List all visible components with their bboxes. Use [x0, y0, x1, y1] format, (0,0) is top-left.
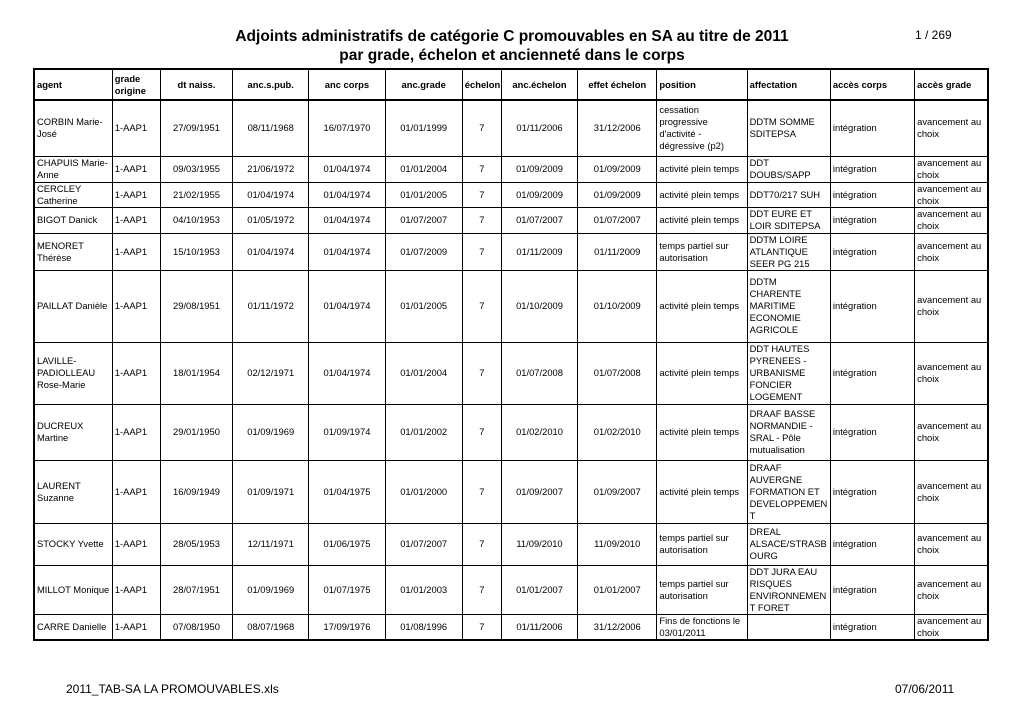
cell-dt-naiss: 04/10/1953 [160, 207, 232, 233]
cell-acces-grade: avancement au choix [915, 565, 988, 614]
cell-echelon: 7 [462, 460, 501, 523]
cell-anc-grade: 01/01/2003 [385, 565, 462, 614]
cell-anc-s-pub: 01/04/1974 [233, 233, 309, 270]
cell-anc-grade: 01/01/2004 [385, 342, 462, 404]
table-row [34, 614, 988, 640]
cell-anc-s-pub: 08/07/1968 [233, 614, 309, 640]
cell-acces-grade: avancement au choix [915, 342, 988, 404]
cell-anc-s-pub: 21/06/1972 [233, 156, 309, 182]
page-number: 1 / 269 [915, 28, 952, 42]
cell-affectation: DRAAF AUVERGNE FORMATION ET DEVELOPPEMEN T [747, 460, 830, 523]
cell-anc-s-pub: 01/09/1969 [233, 404, 309, 460]
cell-effet-echelon: 01/09/2007 [578, 460, 657, 523]
cell-acces-corps: intégration [830, 233, 914, 270]
cell-agent: LAURENT Suzanne [34, 460, 112, 523]
footer-date: 07/06/2011 [895, 682, 955, 696]
cell-grade-origine: 1-AAP1 [112, 460, 160, 523]
cell-position: activité plein temps [657, 342, 747, 404]
cell-echelon: 7 [462, 207, 501, 233]
cell-position: activité plein temps [657, 207, 747, 233]
table-row [34, 523, 988, 565]
cell-acces-grade: avancement au choix [915, 270, 988, 342]
header-anc-s-pub: anc.s.pub. [233, 69, 309, 100]
header-dt-naiss: dt naiss. [160, 69, 232, 100]
cell-dt-naiss: 18/01/1954 [160, 342, 232, 404]
cell-echelon: 7 [462, 182, 501, 207]
cell-dt-naiss: 28/05/1953 [160, 523, 232, 565]
header-agent: agent [34, 69, 112, 100]
header-anc-grade: anc.grade [385, 69, 462, 100]
cell-effet-echelon: 01/10/2009 [578, 270, 657, 342]
cell-affectation: DRAAF BASSE NORMANDIE - SRAL - Pôle mutualisation [747, 404, 830, 460]
cell-anc-grade: 01/01/2004 [385, 156, 462, 182]
cell-grade-origine: 1-AAP1 [112, 342, 160, 404]
cell-acces-corps: intégration [830, 182, 914, 207]
table-header-row [34, 69, 988, 100]
header-anc-corps: anc corps [309, 69, 385, 100]
cell-anc-corps: 01/04/1974 [309, 182, 385, 207]
cell-anc-echelon: 01/10/2009 [501, 270, 577, 342]
cell-agent: CHAPUIS Marie-Anne [34, 156, 112, 182]
header-acces-corps: accès corps [830, 69, 914, 100]
cell-dt-naiss: 21/02/1955 [160, 182, 232, 207]
cell-acces-corps: intégration [830, 100, 914, 156]
cell-agent: CORBIN Marie-José [34, 100, 112, 156]
cell-affectation: DDT DOUBS/SAPP [747, 156, 830, 182]
document-title-line2: par grade, échelon et ancienneté dans le corps [339, 47, 685, 64]
cell-anc-echelon: 01/11/2006 [501, 614, 577, 640]
cell-anc-s-pub: 02/12/1971 [233, 342, 309, 404]
cell-acces-grade: avancement au choix [915, 233, 988, 270]
cell-position: temps partiel sur autorisation [657, 565, 747, 614]
cell-effet-echelon: 01/07/2008 [578, 342, 657, 404]
header-acces-grade: accès grade [915, 69, 988, 100]
cell-acces-corps: intégration [830, 156, 914, 182]
cell-anc-echelon: 01/09/2009 [501, 182, 577, 207]
table-row [34, 404, 988, 460]
cell-affectation: DDT EURE ET LOIR SDITEPSA [747, 207, 830, 233]
cell-acces-corps: intégration [830, 614, 914, 640]
cell-dt-naiss: 28/07/1951 [160, 565, 232, 614]
cell-anc-echelon: 01/01/2007 [501, 565, 577, 614]
cell-anc-grade: 01/08/1996 [385, 614, 462, 640]
header-anc-echelon: anc.échelon [501, 69, 577, 100]
cell-anc-grade: 01/01/2000 [385, 460, 462, 523]
cell-anc-echelon: 01/02/2010 [501, 404, 577, 460]
cell-grade-origine: 1-AAP1 [112, 523, 160, 565]
cell-anc-corps: 17/09/1976 [309, 614, 385, 640]
cell-affectation [747, 614, 830, 640]
cell-anc-grade: 01/07/2009 [385, 233, 462, 270]
cell-anc-echelon: 01/07/2008 [501, 342, 577, 404]
cell-acces-corps: intégration [830, 565, 914, 614]
cell-position: activité plein temps [657, 182, 747, 207]
cell-anc-grade: 01/01/2002 [385, 404, 462, 460]
table-row [34, 460, 988, 523]
cell-echelon: 7 [462, 156, 501, 182]
cell-grade-origine: 1-AAP1 [112, 100, 160, 156]
header-affectation: affectation [747, 69, 830, 100]
cell-agent: STOCKY Yvette [34, 523, 112, 565]
cell-anc-grade: 01/01/1999 [385, 100, 462, 156]
cell-anc-corps: 01/04/1975 [309, 460, 385, 523]
cell-anc-s-pub: 01/11/1972 [233, 270, 309, 342]
cell-anc-s-pub: 01/04/1974 [233, 182, 309, 207]
cell-anc-s-pub: 08/11/1968 [233, 100, 309, 156]
cell-anc-grade: 01/07/2007 [385, 207, 462, 233]
cell-grade-origine: 1-AAP1 [112, 156, 160, 182]
cell-anc-s-pub: 01/09/1969 [233, 565, 309, 614]
cell-anc-s-pub: 01/09/1971 [233, 460, 309, 523]
cell-anc-echelon: 01/07/2007 [501, 207, 577, 233]
header-grade-origine: grade origine [112, 69, 160, 100]
cell-anc-echelon: 01/09/2009 [501, 156, 577, 182]
cell-anc-echelon: 01/09/2007 [501, 460, 577, 523]
cell-anc-grade: 01/01/2005 [385, 270, 462, 342]
cell-grade-origine: 1-AAP1 [112, 207, 160, 233]
cell-acces-grade: avancement au choix [915, 182, 988, 207]
cell-effet-echelon: 31/12/2006 [578, 614, 657, 640]
cell-dt-naiss: 16/09/1949 [160, 460, 232, 523]
cell-affectation: DDT HAUTES PYRENEES - URBANISME FONCIER LOGEMENT [747, 342, 830, 404]
cell-acces-corps: intégration [830, 404, 914, 460]
cell-position: activité plein temps [657, 404, 747, 460]
cell-echelon: 7 [462, 565, 501, 614]
cell-effet-echelon: 11/09/2010 [578, 523, 657, 565]
cell-echelon: 7 [462, 614, 501, 640]
cell-anc-corps: 01/06/1975 [309, 523, 385, 565]
cell-anc-corps: 01/04/1974 [309, 207, 385, 233]
promouvables-table [33, 68, 989, 641]
cell-anc-corps: 01/04/1974 [309, 156, 385, 182]
cell-affectation: DDTM CHARENTE MARITIME ECONOMIE AGRICOLE [747, 270, 830, 342]
table-row [34, 156, 988, 182]
document-title-line1: Adjoints administratifs de catégorie C promouvables en SA au titre de 2011 [235, 28, 789, 45]
cell-grade-origine: 1-AAP1 [112, 404, 160, 460]
cell-agent: MILLOT Monique [34, 565, 112, 614]
cell-position: temps partiel sur autorisation [657, 233, 747, 270]
table-row [34, 565, 988, 614]
cell-echelon: 7 [462, 342, 501, 404]
cell-grade-origine: 1-AAP1 [112, 614, 160, 640]
cell-effet-echelon: 01/07/2007 [578, 207, 657, 233]
cell-effet-echelon: 31/12/2006 [578, 100, 657, 156]
cell-position: activité plein temps [657, 156, 747, 182]
cell-position: Fins de fonctions le 03/01/2011 [657, 614, 747, 640]
cell-affectation: DDTM LOIRE ATLANTIQUE SEER PG 215 [747, 233, 830, 270]
cell-dt-naiss: 09/03/1955 [160, 156, 232, 182]
cell-anc-corps: 01/07/1975 [309, 565, 385, 614]
cell-agent: LAVILLE-PADIOLLEAU Rose-Marie [34, 342, 112, 404]
table-row [34, 233, 988, 270]
cell-acces-grade: avancement au choix [915, 100, 988, 156]
cell-anc-corps: 16/07/1970 [309, 100, 385, 156]
cell-anc-echelon: 11/09/2010 [501, 523, 577, 565]
cell-effet-echelon: 01/09/2009 [578, 156, 657, 182]
cell-anc-echelon: 01/11/2006 [501, 100, 577, 156]
cell-echelon: 7 [462, 523, 501, 565]
header-effet-echelon: effet échelon [578, 69, 657, 100]
cell-dt-naiss: 29/08/1951 [160, 270, 232, 342]
cell-anc-grade: 01/01/2005 [385, 182, 462, 207]
cell-grade-origine: 1-AAP1 [112, 182, 160, 207]
table-row [34, 270, 988, 342]
cell-acces-grade: avancement au choix [915, 523, 988, 565]
cell-position: activité plein temps [657, 460, 747, 523]
cell-acces-grade: avancement au choix [915, 614, 988, 640]
cell-anc-corps: 01/04/1974 [309, 270, 385, 342]
table-row [34, 182, 988, 207]
cell-acces-grade: avancement au choix [915, 460, 988, 523]
cell-anc-s-pub: 12/11/1971 [233, 523, 309, 565]
cell-anc-grade: 01/07/2007 [385, 523, 462, 565]
cell-dt-naiss: 15/10/1953 [160, 233, 232, 270]
cell-anc-corps: 01/09/1974 [309, 404, 385, 460]
cell-grade-origine: 1-AAP1 [112, 233, 160, 270]
cell-acces-grade: avancement au choix [915, 156, 988, 182]
cell-affectation: DDTM SOMME SDITEPSA [747, 100, 830, 156]
cell-agent: CARRE Danielle [34, 614, 112, 640]
cell-effet-echelon: 01/02/2010 [578, 404, 657, 460]
cell-effet-echelon: 01/09/2009 [578, 182, 657, 207]
cell-position: temps partiel sur autorisation [657, 523, 747, 565]
cell-position: activité plein temps [657, 270, 747, 342]
cell-position: cessation progressive d'activité - dégressive (p2) [657, 100, 747, 156]
cell-agent: DUCREUX Martine [34, 404, 112, 460]
cell-anc-corps: 01/04/1974 [309, 233, 385, 270]
cell-agent: CERCLEY Catherine [34, 182, 112, 207]
cell-dt-naiss: 27/09/1951 [160, 100, 232, 156]
cell-dt-naiss: 07/08/1950 [160, 614, 232, 640]
cell-affectation: DREAL ALSACE/STRASB OURG [747, 523, 830, 565]
footer-filename: 2011_TAB-SA LA PROMOUVABLES.xls [66, 682, 279, 696]
cell-agent: MENORET Thérèse [34, 233, 112, 270]
cell-effet-echelon: 01/01/2007 [578, 565, 657, 614]
table-row [34, 207, 988, 233]
cell-echelon: 7 [462, 270, 501, 342]
header-position: position [657, 69, 747, 100]
cell-grade-origine: 1-AAP1 [112, 270, 160, 342]
cell-acces-corps: intégration [830, 523, 914, 565]
cell-acces-corps: intégration [830, 270, 914, 342]
cell-effet-echelon: 01/11/2009 [578, 233, 657, 270]
cell-acces-corps: intégration [830, 207, 914, 233]
cell-grade-origine: 1-AAP1 [112, 565, 160, 614]
header-echelon: échelon [462, 69, 501, 100]
cell-acces-corps: intégration [830, 342, 914, 404]
table-row [34, 342, 988, 404]
cell-acces-grade: avancement au choix [915, 207, 988, 233]
cell-anc-corps: 01/04/1974 [309, 342, 385, 404]
cell-echelon: 7 [462, 100, 501, 156]
cell-affectation: DDT JURA EAU RISQUES ENVIRONNEMEN T FORET [747, 565, 830, 614]
cell-agent: BIGOT Danick [34, 207, 112, 233]
cell-anc-s-pub: 01/05/1972 [233, 207, 309, 233]
cell-dt-naiss: 29/01/1950 [160, 404, 232, 460]
cell-echelon: 7 [462, 404, 501, 460]
cell-agent: PAILLAT Danièle [34, 270, 112, 342]
cell-echelon: 7 [462, 233, 501, 270]
table-row [34, 100, 988, 156]
cell-acces-corps: intégration [830, 460, 914, 523]
cell-acces-grade: avancement au choix [915, 404, 988, 460]
cell-anc-echelon: 01/11/2009 [501, 233, 577, 270]
cell-affectation: DDT70/217 SUH [747, 182, 830, 207]
